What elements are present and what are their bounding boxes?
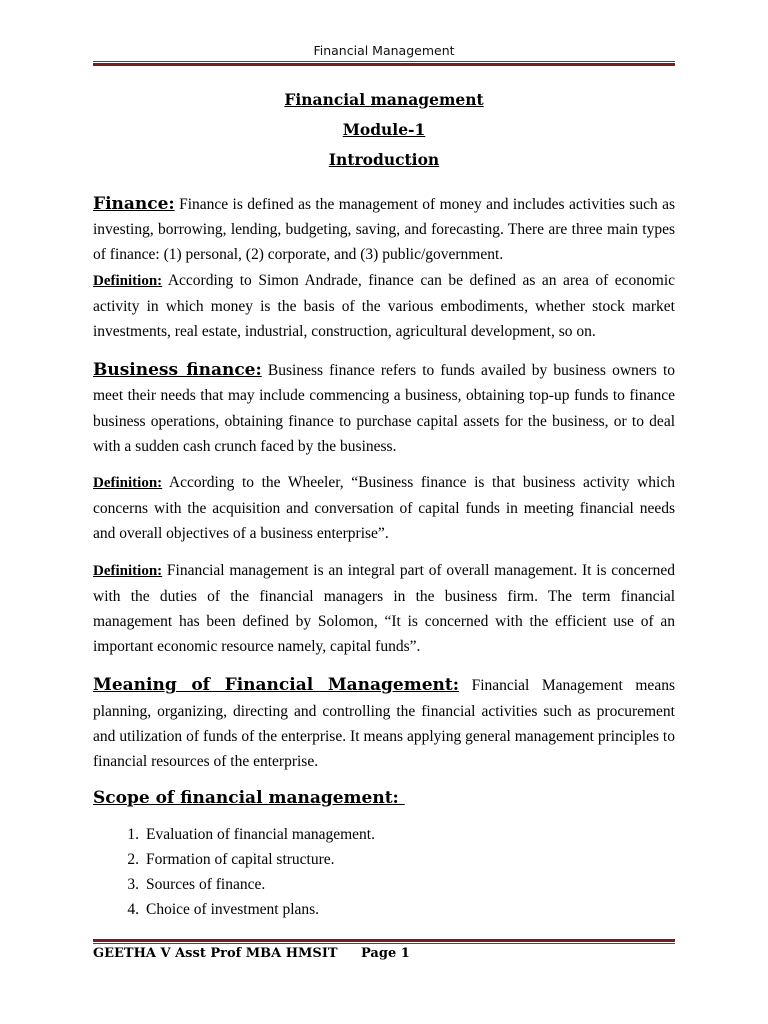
list-item-text: Formation of capital structure. — [146, 851, 335, 869]
finance-definition — [93, 268, 675, 345]
header-rule — [93, 61, 675, 66]
list-item-number: 4. — [127, 901, 139, 919]
finance-heading: Finance: — [93, 194, 175, 214]
finance-text: Finance is defined as the management of money and includes activities such as investing, borrowing, lending, budgeting, saving, and forecasting. There are three main types of finance: (1) personal, (2) corporate, and (3) public/government. — [93, 196, 675, 264]
list-item — [93, 897, 675, 922]
business-finance-heading: Business finance: — [93, 360, 262, 381]
scope-heading: Scope of financial management: — [93, 788, 405, 809]
business-finance-paragraph — [93, 358, 675, 459]
list-item — [93, 822, 675, 847]
wheeler-definition — [93, 470, 675, 547]
document-title: Financial management — [284, 90, 484, 109]
solomon-definition — [93, 558, 675, 660]
footer-author: GEETHA V Asst Prof MBA HMSIT — [93, 946, 338, 961]
footer-rule — [93, 939, 675, 944]
list-item-number: 2. — [127, 851, 139, 869]
meaning-paragraph — [93, 673, 675, 774]
page-footer — [93, 946, 675, 961]
solomon-definition-text: Financial management is an integral part of overall management. It is concerned with the duties of the financial managers in the business firm. The term financial management has been defined by Solomon, “It is concerned with the efficient use of an important economic resource namely, capital funds”. — [93, 561, 675, 656]
page-header-title: Financial Management — [313, 43, 455, 58]
list-item-text: Evaluation of financial management. — [146, 826, 375, 844]
introduction-title: Introduction — [328, 150, 440, 169]
list-item-number: 3. — [127, 876, 139, 894]
meaning-heading: Meaning of Financial Management: — [93, 675, 460, 696]
finance-definition-text: According to Simon Andrade, finance can be defined as an area of economic activity in which money is the basis of the various embodiments, whether stock market investments, real estate, industrial, construction, agricultural development, so on. — [93, 271, 675, 341]
finance-definition-label: Definition: — [93, 272, 163, 289]
document-titles — [93, 85, 675, 175]
module-title: Module-1 — [342, 120, 426, 139]
scope-list — [93, 822, 675, 922]
business-finance-text: Business finance refers to funds availed by business owners to meet their needs that may include commencing a business, obtaining top-up funds to finance business operations, obtaining finance to purchase capital assets for the business, or to deal with a sudden cash crunch faced by the business. — [93, 362, 675, 455]
list-item-text: Sources of finance. — [146, 876, 266, 894]
finance-paragraph — [93, 192, 675, 268]
meaning-text: Financial Management means planning, organizing, directing and controlling the financial activities such as procurement and utilization of funds of the enterprise. It means applying general management principles to financial resources of the enterprise. — [93, 677, 675, 771]
list-item — [93, 872, 675, 897]
list-item — [93, 847, 675, 872]
solomon-definition-label: Definition: — [93, 562, 163, 579]
wheeler-definition-label: Definition: — [93, 475, 163, 492]
list-item-number: 1. — [127, 826, 139, 844]
wheeler-definition-text: According to the Wheeler, “Business finance is that business activity which concerns with the acquisition and conversation of capital funds in meeting financial needs and overall objectives of a business enterprise”. — [93, 474, 675, 543]
page-body — [93, 85, 675, 922]
list-item-text: Choice of investment plans. — [146, 901, 320, 919]
page-number: Page 1 — [361, 946, 410, 961]
